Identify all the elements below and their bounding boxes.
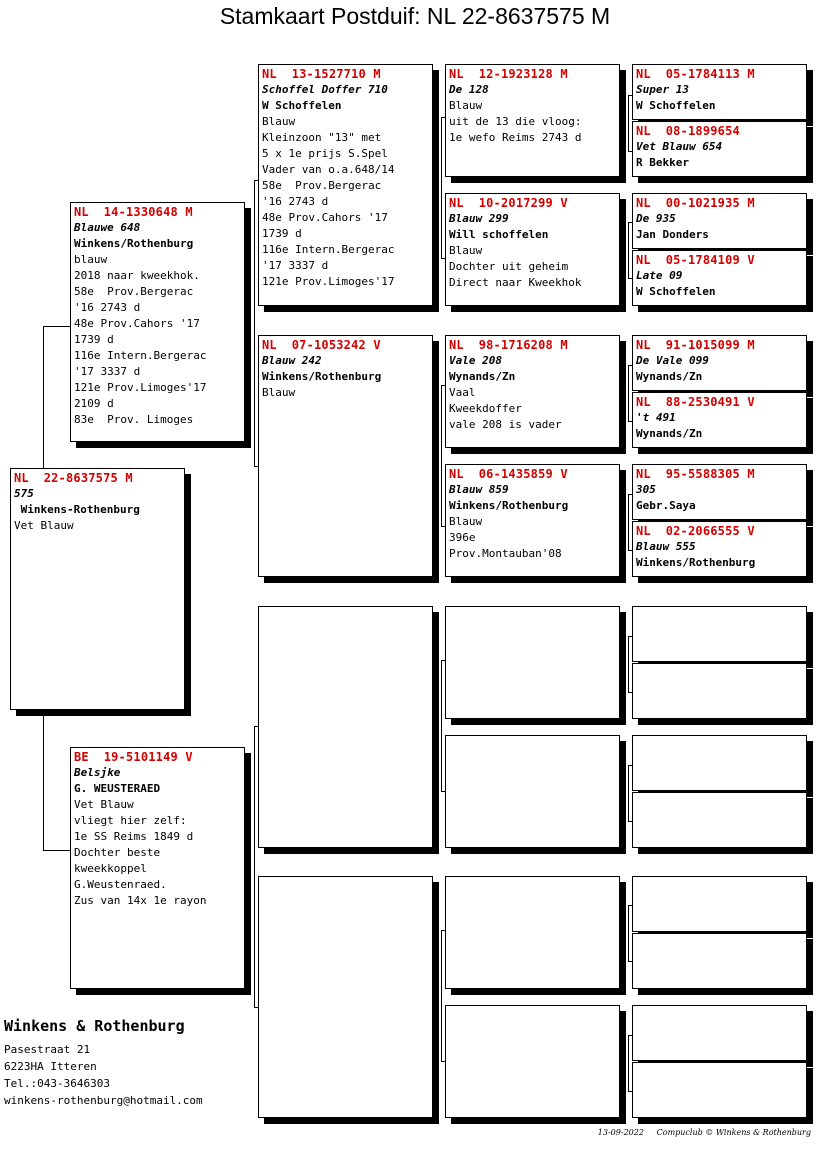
pigeon-remark: uit de 13 die vloog: (449, 115, 582, 128)
pigeon-remark: Dochter beste (74, 846, 161, 859)
pigeon-remark: 1e wefo Reims 2743 d (449, 131, 582, 144)
pigeon-remark: 116e Intern.Bergerac (74, 349, 207, 362)
pigeon-card-ffmm[interactable] (632, 250, 807, 306)
ring-number: NL 13-1527710 M (262, 67, 381, 81)
pigeon-owner: Will schoffelen (449, 228, 549, 241)
pigeon-card-self[interactable] (10, 468, 185, 710)
pigeon-name: Vet Blauw 654 (636, 140, 723, 153)
pigeon-card-mfm-empty[interactable] (445, 735, 620, 848)
pigeon-card-empty-11[interactable] (632, 735, 807, 791)
pigeon-remark: 121e Prov.Limoges'17 (262, 275, 395, 288)
ring-number: NL 88-2530491 V (636, 395, 755, 409)
pigeon-card-fffm[interactable] (632, 121, 807, 177)
ring-number: NL 00-1021935 M (636, 196, 755, 210)
pigeon-card-mm-empty[interactable] (258, 876, 433, 1118)
pigeon-card-fmmf[interactable] (632, 464, 807, 520)
pigeon-owner: G. WEUSTERAED (74, 782, 161, 795)
pigeon-card-mff-empty[interactable] (445, 606, 620, 719)
ring-number: NL 95-5588305 M (636, 467, 755, 481)
ring-number: NL 08-1899654 (636, 124, 740, 138)
pigeon-card-empty-12[interactable] (632, 792, 807, 848)
footer (598, 1128, 811, 1137)
connector-mother (43, 713, 71, 851)
pigeon-remark: 1e SS Reims 1849 d (74, 830, 194, 843)
pigeon-remark: Vaal (449, 386, 476, 399)
pigeon-remark: 48e Prov.Cahors '17 (262, 211, 388, 224)
pigeon-owner: Winkens/Rothenburg (449, 499, 569, 512)
ring-number: NL 22-8637575 M (14, 471, 133, 485)
pigeon-remark: Dochter uit geheim (449, 260, 569, 273)
footer-date: 13-09-2022 (597, 1128, 644, 1137)
pigeon-remark: 58e Prov.Bergerac (74, 285, 194, 298)
pigeon-name: 305 (636, 483, 656, 496)
pigeon-remark: 121e Prov.Limoges'17 (74, 381, 207, 394)
pigeon-remark: Blauw (449, 99, 483, 112)
ring-number: NL 06-1435859 V (449, 467, 568, 481)
pigeon-remark: '16 2743 d (262, 195, 329, 208)
pigeon-owner: Gebr.Saya (636, 499, 696, 512)
pigeon-remark: 2109 d (74, 397, 114, 410)
pigeon-remark: Blauw (449, 244, 483, 257)
pigeon-remark: '17 3337 d (74, 365, 141, 378)
ring-number: NL 12-1923128 M (449, 67, 568, 81)
pigeon-name: De 935 (636, 212, 676, 225)
pigeon-card-empty-9[interactable] (632, 606, 807, 662)
ring-number: BE 19-5101149 V (74, 750, 193, 764)
pigeon-remark: Blauw (262, 386, 296, 399)
pigeon-remark: vale 208 is vader (449, 418, 562, 431)
address-phone: Tel.:043-3646303 (4, 1077, 110, 1090)
pigeon-remark: Blauw (449, 515, 483, 528)
pigeon-remark: vliegt hier zelf: (74, 814, 187, 827)
pigeon-card-fmf[interactable] (445, 335, 620, 448)
pigeon-name: 't 491 (636, 411, 676, 424)
pigeon-card-empty-14[interactable] (632, 933, 807, 989)
ring-number: NL 02-2066555 V (636, 524, 755, 538)
pigeon-remark: 1739 d (74, 333, 114, 346)
pigeon-remark: 5 x 1e prijs S.Spel (262, 147, 388, 160)
pigeon-remark: '16 2743 d (74, 301, 141, 314)
address-city: 6223HA Itteren (4, 1060, 97, 1073)
pigeon-owner: W Schoffelen (636, 285, 716, 298)
pigeon-card-fmff[interactable] (632, 335, 807, 391)
ring-number: NL 05-1784109 V (636, 253, 755, 267)
pigeon-owner: W Schoffelen (636, 99, 716, 112)
pigeon-card-fm[interactable] (258, 335, 433, 577)
page-title: Stamkaart Postduif: NL 22-8637575 M (219, 3, 611, 29)
pigeon-card-fff[interactable] (445, 64, 620, 177)
pigeon-remark: 2018 naar kweekhok. (74, 269, 200, 282)
breeder-name: Winkens & Rothenburg (4, 1017, 185, 1035)
pigeon-remark: Prov.Montauban'08 (449, 547, 562, 560)
address-email[interactable]: winkens-rothenburg@hotmail.com (4, 1094, 203, 1107)
pigeon-remark: kweekkoppel (74, 862, 147, 875)
ring-number: NL 91-1015099 M (636, 338, 755, 352)
pigeon-card-empty-16[interactable] (632, 1062, 807, 1118)
pigeon-card-fmfm[interactable] (632, 392, 807, 448)
pigeon-remark: Kleinzoon "13" met (262, 131, 382, 144)
pigeon-name: Belsjke (74, 766, 121, 779)
pigeon-owner: Wynands/Zn (636, 427, 703, 440)
pigeon-card-ffff[interactable] (632, 64, 807, 120)
pigeon-name: Blauw 555 (636, 540, 696, 553)
footer-credit: Compuclub © Winkens & Rothenburg (656, 1128, 811, 1137)
ring-number: NL 05-1784113 M (636, 67, 755, 81)
pigeon-remark: blauw (74, 253, 108, 266)
pigeon-card-empty-15[interactable] (632, 1005, 807, 1061)
pigeon-card-empty-10[interactable] (632, 663, 807, 719)
pigeon-card-mmm-empty[interactable] (445, 1005, 620, 1118)
pigeon-name: De 128 (449, 83, 489, 96)
pigeon-owner: Winkens/Rothenburg (262, 370, 382, 383)
connector-father (43, 326, 71, 469)
pigeon-owner: Winkens/Rothenburg (74, 237, 194, 250)
pigeon-name: Blauw 859 (449, 483, 509, 496)
pigeon-name: Schoffel Doffer 710 (262, 83, 388, 96)
ring-number: NL 10-2017299 V (449, 196, 568, 210)
pigeon-name: De Vale 099 (636, 354, 709, 367)
address-street: Pasestraat 21 (4, 1043, 91, 1056)
ring-number: NL 07-1053242 V (262, 338, 381, 352)
pigeon-name: Super 13 (636, 83, 689, 96)
pigeon-remark: Vet Blauw (74, 798, 134, 811)
pigeon-card-fmmm[interactable] (632, 521, 807, 577)
pigeon-remark: 83e Prov. Limoges (74, 413, 194, 426)
pigeon-name: Vale 208 (449, 354, 502, 367)
breeder-address (4, 1018, 203, 1109)
pigeon-name: Blauw 299 (449, 212, 509, 225)
pigeon-card-fmm[interactable] (445, 464, 620, 577)
pigeon-remark: Blauw (262, 115, 296, 128)
pigeon-card-ffm[interactable] (445, 193, 620, 306)
pigeon-remark: 1739 d (262, 227, 302, 240)
pigeon-remark: Kweekdoffer (449, 402, 522, 415)
pigeon-remark: 48e Prov.Cahors '17 (74, 317, 200, 330)
pigeon-remark: Zus van 14x 1e rayon (74, 894, 207, 907)
pigeon-name: Late 09 (636, 269, 683, 282)
pigeon-card-mmf-empty[interactable] (445, 876, 620, 989)
pigeon-card-mother[interactable] (70, 747, 245, 989)
pigeon-owner: Winkens/Rothenburg (636, 556, 756, 569)
pigeon-remark: 58e Prov.Bergerac (262, 179, 382, 192)
pigeon-remark: G.Weustenraed. (74, 878, 167, 891)
pigeon-remark: Vader van o.a.648/14 (262, 163, 395, 176)
pigeon-card-father[interactable] (70, 202, 245, 442)
pigeon-name: Blauwe 648 (74, 221, 141, 234)
pigeon-card-ffmf[interactable] (632, 193, 807, 249)
pigeon-owner: Jan Donders (636, 228, 709, 241)
ring-number: NL 98-1716208 M (449, 338, 568, 352)
pigeon-owner: Wynands/Zn (449, 370, 516, 383)
pigeon-remark: '17 3337 d (262, 259, 329, 272)
pigeon-card-empty-13[interactable] (632, 876, 807, 932)
pigeon-owner: W Schoffelen (262, 99, 342, 112)
pigeon-remark: Vet Blauw (14, 519, 74, 532)
pigeon-remark: 396e (449, 531, 476, 544)
pigeon-remark: 116e Intern.Bergerac (262, 243, 395, 256)
ring-number: NL 14-1330648 M (74, 205, 193, 219)
pigeon-remark: Direct naar Kweekhok (449, 276, 582, 289)
pigeon-owner: Wynands/Zn (636, 370, 703, 383)
pigeon-owner: R Bekker (636, 156, 689, 169)
pigeon-name: 575 (14, 487, 34, 500)
pigeon-name: Blauw 242 (262, 354, 322, 367)
pigeon-card-ff[interactable] (258, 64, 433, 306)
pigeon-card-mf-empty[interactable] (258, 606, 433, 848)
pigeon-owner: Winkens-Rothenburg (14, 503, 140, 516)
